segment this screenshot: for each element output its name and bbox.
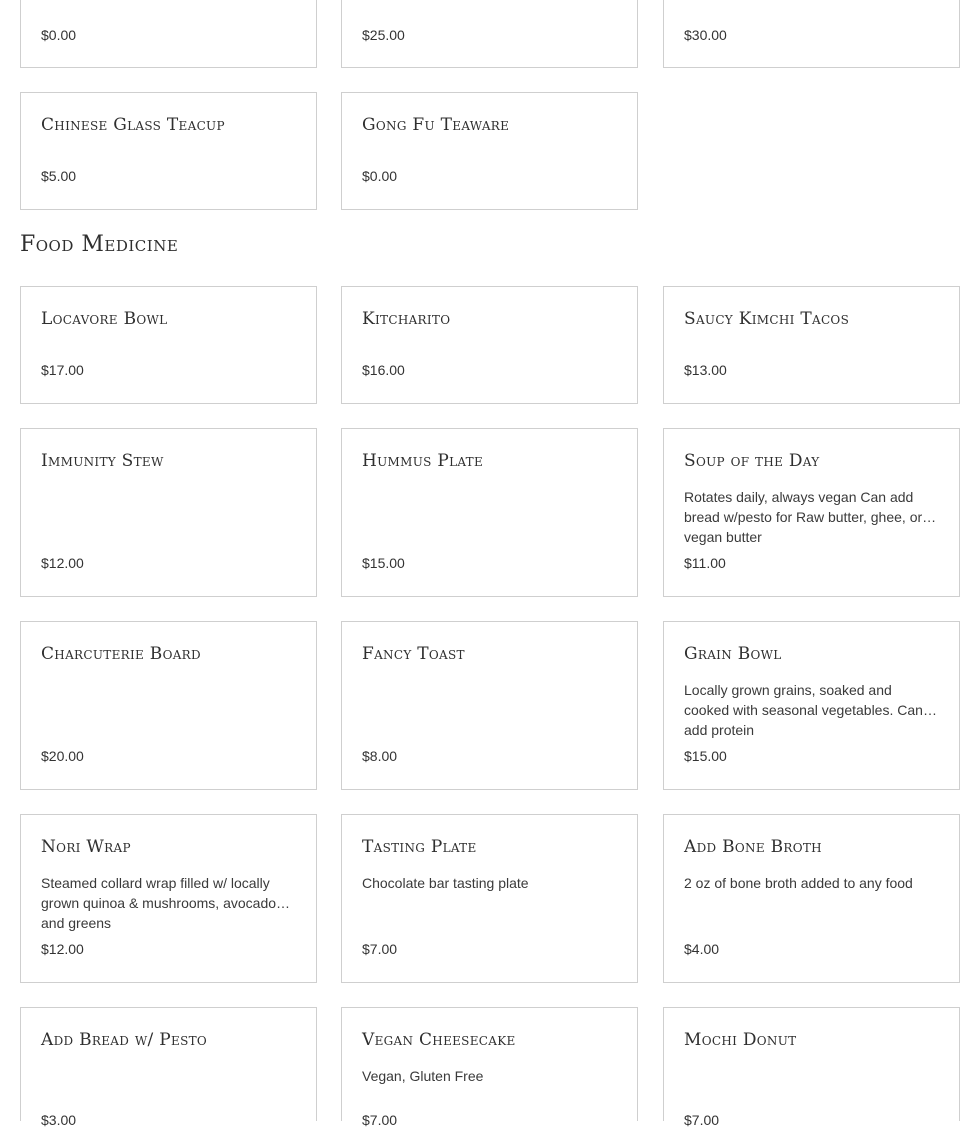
item-name: Add Bone Broth — [684, 837, 822, 857]
item-price: $0.00 — [41, 27, 77, 43]
item-price: $0.00 — [362, 168, 398, 184]
item-price: $7.00 — [362, 1112, 398, 1128]
menu-item-card[interactable] — [663, 428, 960, 597]
item-name: Add Bread w/ Pesto — [41, 1030, 208, 1050]
item-name: Grain Bowl — [684, 644, 782, 664]
item-price: $12.00 — [41, 941, 84, 957]
item-name: Mochi Donut — [684, 1030, 797, 1050]
item-name: Immunity Stew — [41, 451, 164, 471]
menu-item-card[interactable] — [20, 428, 317, 597]
item-name: Saucy Kimchi Tacos — [684, 309, 850, 329]
item-description: Rotates daily, always vegan Can add bread w/pesto for Raw butter, ghee, or vegan butter — [684, 489, 923, 545]
item-price: $5.00 — [41, 168, 77, 184]
item-name: Nori Wrap — [41, 837, 131, 857]
item-name: Vegan Cheesecake — [362, 1030, 516, 1050]
menu-item-card[interactable] — [341, 1007, 638, 1128]
item-name: Charcuterie Board — [41, 644, 201, 664]
item-description: Vegan, Gluten Free — [362, 1068, 484, 1084]
item-price: $30.00 — [684, 27, 727, 43]
item-price: $20.00 — [41, 748, 84, 764]
item-price: $4.00 — [684, 941, 720, 957]
menu-item-card[interactable] — [663, 1007, 960, 1128]
item-price: $7.00 — [362, 941, 398, 957]
menu-item-card[interactable] — [663, 286, 960, 404]
item-price: $7.00 — [684, 1112, 720, 1128]
item-name: Tasting Plate — [362, 837, 477, 857]
menu-item-card[interactable] — [341, 286, 638, 404]
item-description: Chocolate bar tasting plate — [362, 875, 529, 891]
item-price: $25.00 — [362, 27, 405, 43]
item-name: Chinese Glass Teacup — [41, 115, 225, 135]
menu-item-card[interactable] — [341, 0, 638, 68]
item-price: $11.00 — [684, 555, 726, 571]
item-price: $8.00 — [362, 748, 398, 764]
menu-item-card[interactable] — [663, 621, 960, 790]
item-name: Gong Fu Teaware — [362, 115, 510, 135]
menu-item-card[interactable] — [341, 92, 638, 210]
section-title: Food Medicine — [20, 232, 179, 257]
menu-item-card[interactable] — [20, 1007, 317, 1128]
item-name: Hummus Plate — [362, 451, 484, 471]
menu-item-card[interactable] — [663, 814, 960, 983]
item-name: Soup of the Day — [684, 451, 820, 471]
item-name: Kitcharito — [362, 309, 451, 329]
menu-item-card[interactable] — [341, 814, 638, 983]
menu-item-card[interactable] — [20, 814, 317, 983]
item-description: Steamed collard wrap filled w/ locally grown quinoa & mushrooms, avocado and greens — [41, 875, 277, 931]
menu-item-card[interactable] — [20, 0, 317, 68]
item-price: $15.00 — [362, 555, 405, 571]
menu-item-card[interactable] — [20, 92, 317, 210]
menu-item-card[interactable] — [20, 286, 317, 404]
item-price: $17.00 — [41, 362, 84, 378]
item-name: Locavore Bowl — [41, 309, 168, 329]
item-price: $15.00 — [684, 748, 727, 764]
item-description: 2 oz of bone broth added to any food — [684, 875, 913, 891]
item-price: $12.00 — [41, 555, 84, 571]
item-price: $3.00 — [41, 1112, 77, 1128]
item-name: Fancy Toast — [362, 644, 465, 664]
menu-item-card[interactable] — [341, 428, 638, 597]
menu-item-card[interactable] — [663, 0, 960, 68]
item-price: $16.00 — [362, 362, 405, 378]
item-price: $13.00 — [684, 362, 727, 378]
menu-item-card[interactable] — [341, 621, 638, 790]
menu-item-card[interactable] — [20, 621, 317, 790]
item-description: Locally grown grains, soaked and cooked with seasonal vegetables. Can add protein — [684, 682, 923, 738]
